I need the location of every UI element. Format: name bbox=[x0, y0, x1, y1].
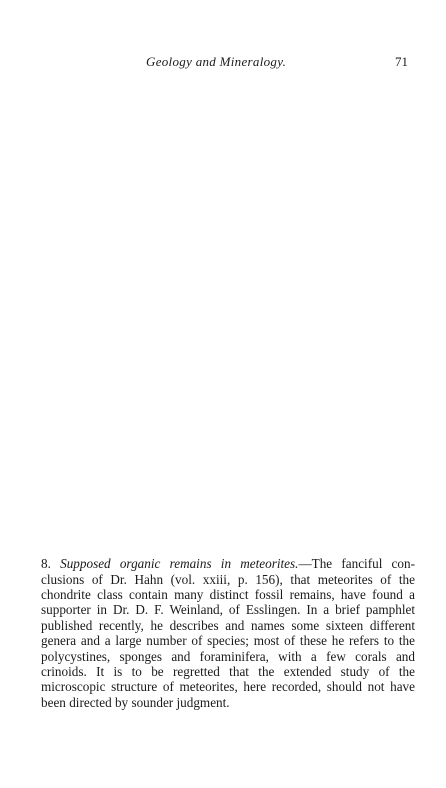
article-number: 8. bbox=[41, 556, 51, 572]
article-body: The fanciful con-clusions of Dr. Hahn (vol. xxiii, p. 156), that meteorites of the chondrite class contain many distinct fossil remains, have found a supporter in Dr. D. F. Weinland, of Esslingen. In a brief pamphlet published recently, he describes and names some sixteen different genera and a large number of species; most of these he refers to the polycystines, sponges and foraminifera, with a few corals and crinoids. It is to be regretted that the extended study of the microscopic structure of meteorites, here recorded, should not have been directed by sounder judgment. bbox=[41, 556, 415, 710]
article-heading: Supposed organic remains in meteorites. bbox=[60, 556, 299, 572]
article-paragraph bbox=[41, 556, 415, 710]
article-dash: — bbox=[298, 556, 312, 572]
page-number: 71 bbox=[395, 54, 408, 69]
running-header-title: Geology and Mineralogy. bbox=[146, 54, 287, 69]
running-header bbox=[0, 54, 446, 70]
